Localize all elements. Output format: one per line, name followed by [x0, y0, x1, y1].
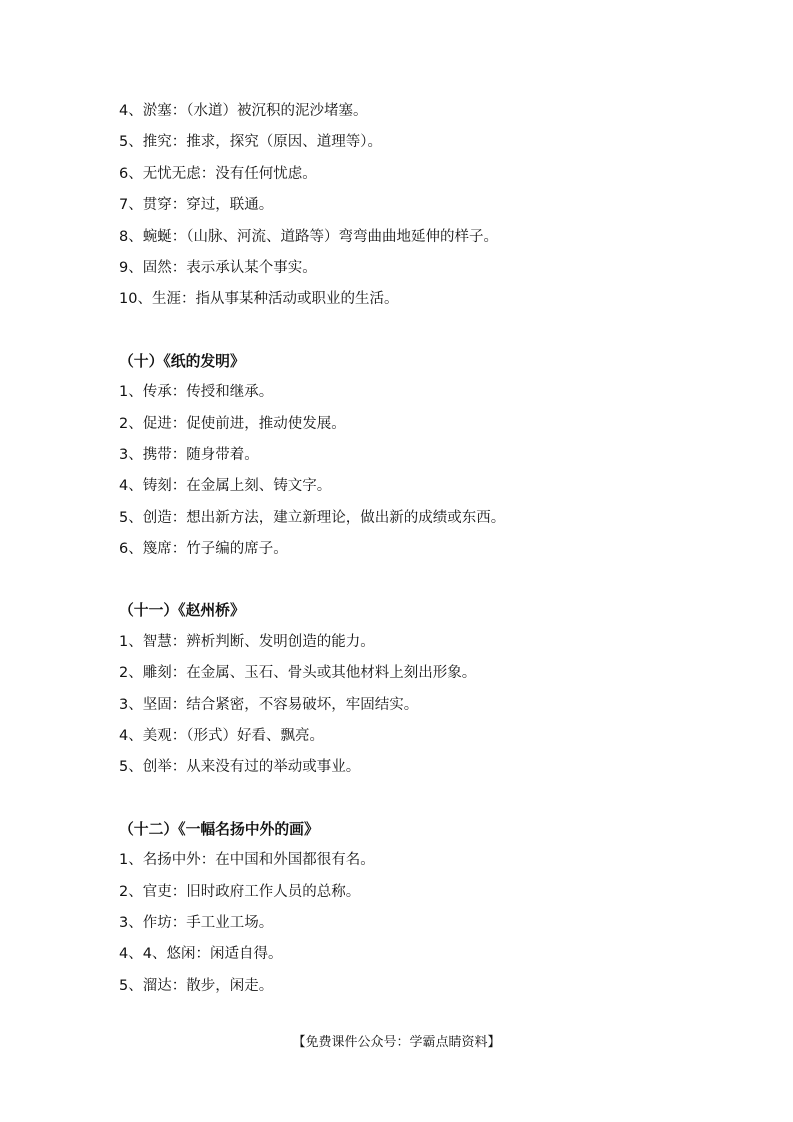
section-heading: （十一）《赵州桥》 [119, 602, 245, 620]
entry-line: 2、官吏：旧时政府工作人员的总称。 [119, 883, 361, 900]
section-famous-painting [119, 814, 679, 1002]
entry-line: 5、创举：从来没有过的举动或事业。 [119, 759, 361, 776]
entry-line: 4、铸刻：在金属上刻、铸文字。 [119, 478, 332, 495]
entry-line: 2、促进：促使前进，推动使发展。 [119, 415, 346, 432]
entry-line: 4、淤塞：（水道）被沉积的泥沙堵塞。 [119, 103, 368, 119]
entry-line: 5、创造：想出新方法，建立新理论，做出新的成绩或东西。 [119, 509, 506, 526]
section-zhaozhou-bridge [119, 595, 679, 783]
entry-line: 10、生涯：指从事某种活动或职业的生活。 [119, 291, 399, 308]
entry-line: 7、贯穿：穿过，联通。 [119, 197, 274, 214]
entry-line: 4、4、悠闲：闲适自得。 [119, 946, 283, 963]
entry-line: 2、雕刻：在金属、玉石、骨头或其他材料上刻出形象。 [119, 665, 477, 682]
entry-line: 6、无忧无虑：没有任何忧虑。 [119, 165, 317, 182]
entry-line: 5、溜达：散步，闲走。 [119, 977, 274, 994]
entry-line: 6、篾席：竹子编的席子。 [119, 541, 288, 558]
entry-line: 1、智慧：辨析判断、发明创造的能力。 [119, 633, 375, 650]
footer-note: 【免费课件公众号：学霸点睛资料】 [292, 1035, 501, 1050]
section-paper-invention [119, 346, 679, 566]
entry-line: 3、作坊：手工业工场。 [119, 914, 274, 931]
entry-line: 3、坚固：结合紧密，不容易破坏，牢固结实。 [119, 696, 419, 713]
entry-line: 1、传承：传授和继承。 [119, 384, 274, 401]
section-heading: （十）《纸的发明》 [119, 352, 245, 370]
entry-line: 9、固然：表示承认某个事实。 [119, 259, 317, 276]
vocabulary-content [119, 96, 679, 1002]
section-continued [119, 96, 679, 316]
entry-line: 5、推究：推求，探究（原因、道理等）。 [119, 134, 382, 151]
section-heading: （十二）《一幅名扬中外的画》 [119, 820, 319, 838]
entry-line: 3、携带：随身带着。 [119, 446, 259, 463]
entry-line: 8、蜿蜒：（山脉、河流、道路等）弯弯曲曲地延伸的样子。 [119, 228, 498, 245]
entry-line: 4、美观：（形式）好看、飘亮。 [119, 728, 324, 745]
entry-line: 1、名扬中外：在中国和外国都很有名。 [119, 852, 375, 869]
